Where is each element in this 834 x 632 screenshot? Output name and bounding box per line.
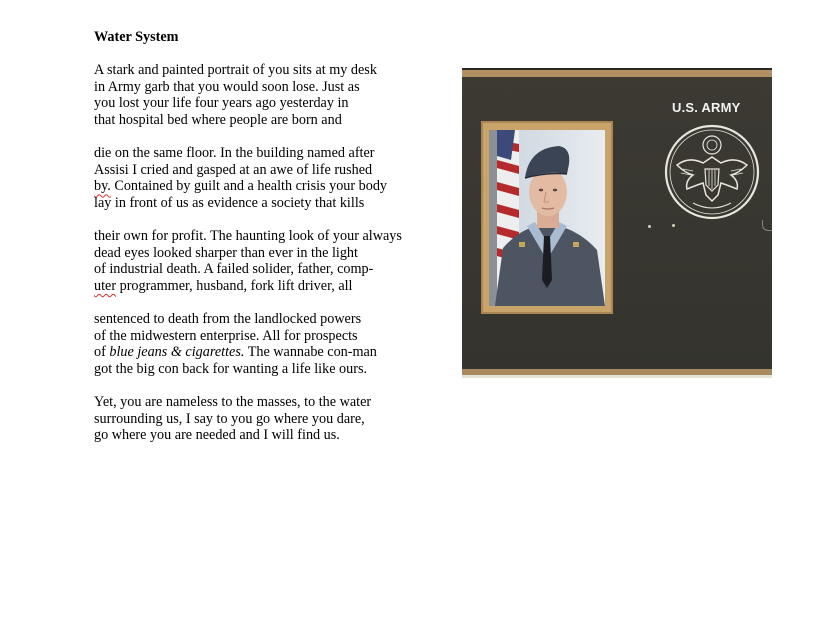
case-pin [672,224,675,227]
poem-line: dead eyes looked sharper than ever in the light [94,244,358,261]
army-seal-icon [663,123,761,221]
poem-line: you lost your life four years ago yesterday in [94,95,349,112]
poem [94,29,439,460]
poem-line: lay in front of us as evidence a society that kills [94,194,365,211]
poem-line: go where you are needed and I will find us. [94,427,340,444]
case-hinge [762,220,772,231]
case-pin [648,225,651,228]
poem-line: uter programmer, husband, fork lift driver, all [94,277,353,294]
display-case-top-trim [462,68,772,77]
stanza-4 [94,311,439,377]
stanza-1 [94,62,439,128]
stanza-2 [94,145,439,211]
stanza-5 [94,394,439,444]
poem-line: in Army garb that you would soon lose. Just as [94,78,360,95]
poem-line: A stark and painted portrait of you sits at my desk [94,62,377,79]
poem-line: by. Contained by guilt and a health crisis your body [94,178,388,195]
spellcheck-mark: uter [94,277,117,294]
italic-phrase: blue jeans & cigarettes. [109,344,245,361]
poem-line: their own for profit. The haunting look of your always [94,228,402,245]
poem-line: got the big con back for wanting a life like ours. [94,360,368,377]
soldier-portrait [489,130,605,306]
poem-title: Water System [94,29,179,45]
stanza-3 [94,228,439,294]
poem-line: die on the same floor. In the building named after [94,145,375,162]
poem-line: that hospital bed where people are born and [94,111,342,128]
spellcheck-mark: by. [94,178,111,195]
poem-line: of the midwestern enterprise. All for prospects [94,327,358,344]
poem-line: sentenced to death from the landlocked powers [94,311,362,328]
display-case-bottom-trim [462,369,772,378]
poem-line: Yet, you are nameless to the masses, to the water [94,394,372,411]
poem-line: of industrial death. A failed solider, father, comp- [94,261,374,278]
army-portrait-photo [462,68,772,378]
poem-line: surrounding us, I say to you go where you dare, [94,410,365,427]
poem-line: Assisi I cried and gasped at an awe of life rushed [94,161,373,178]
poem-line: of blue jeans & cigarettes. The wannabe con-man [94,344,377,361]
army-sign-text: U.S. ARMY [672,100,741,115]
